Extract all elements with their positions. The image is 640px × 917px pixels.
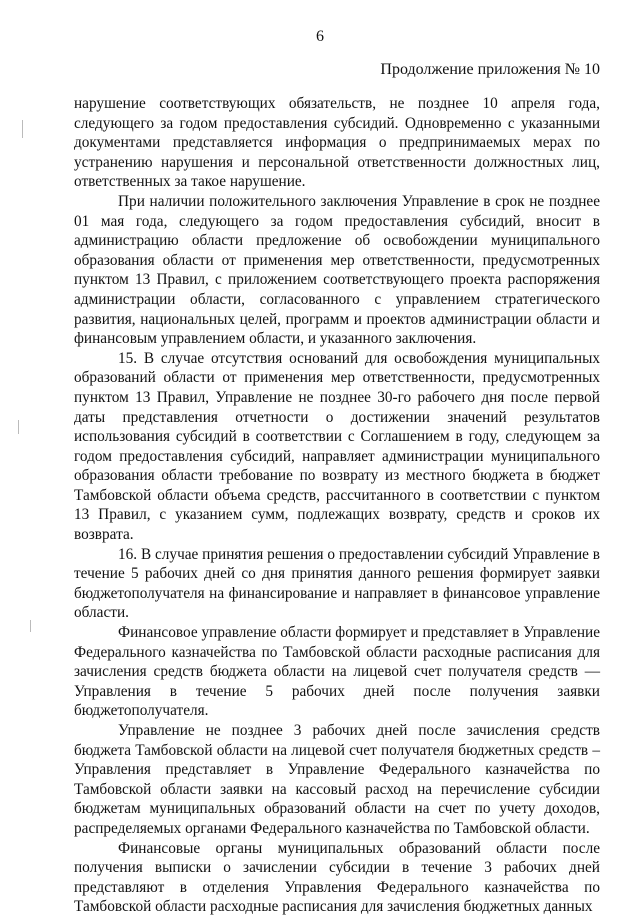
paragraph-7: Финансовые органы муниципальных образований области после получения выписки о зачислении субсидии в течение 3 рабочих дней представляют в отделения Управления Федерального казначейства по Тамбовской области расходные расписания для зачисления бюджетных данных [74,839,600,916]
scan-margin-mark [18,420,19,434]
page-number: 6 [316,28,324,45]
paragraph-2: При наличии положительного заключения Управление в срок не позднее 01 мая года, следующего за годом предоставления субсидий, вносит в администрацию области предложение об освобождении муниципального образования области от применения мер ответственности, предусмотренных пунктом 13 Правил, с приложением соответствующего проекта распоряжения администрации области, согласованного с управлением стратегического развития, национальных целей, программ и проектов администрации области и финансовым управлением области, и указанного заключения. [74,192,600,348]
appendix-note: Продолжение приложения № 10 [380,61,600,78]
paragraph-1: нарушение соответствующих обязательств, не позднее 10 апреля года, следующего за годом предоставления субсидий. Одновременно с указанными документами представляется информация о предпринимаемых мерах по устранению нарушения и персональной ответственности должностных лиц, ответственных за такое нарушение. [74,95,600,191]
paragraph-6: Управление не позднее 3 рабочих дней после зачисления средств бюджета Тамбовской области на лицевой счет получателя бюджетных средств – Управления представляет в Управление Федерального казначейства по Тамбовской области заявки на кассовый расход на перечисление субсидии бюджетам муниципальных образований области на счет по учету доходов, распределяемых органами Федерального казначейства по Тамбовской области. [74,722,600,837]
scan-margin-mark [30,620,31,632]
paragraph-5: Финансовое управление области формирует и представляет в Управление Федерального казначейства по Тамбовской области расходные расписания для зачисления средств бюджета области на лицевой счет получателя средств — Управления в течение 5 рабочих дней после получения заявки бюджетополучателя. [74,624,600,720]
scan-margin-mark [22,120,23,138]
paragraph-4: 16. В случае принятия решения о предоставлении субсидий Управление в течение 5 рабочих дней со дня принятия данного решения формирует заявки бюджетополучателя на финансирование и направляет в финансовое управление области. [74,545,600,622]
paragraph-3: 15. В случае отсутствия оснований для освобождения муниципальных образований области от применения мер ответственности, предусмотренных пунктом 13 Правил, Управление не позднее 30-го рабочего дня после первой даты представления отчетности о достижении значений результатов использования субсидий в соответствии с Соглашением в году, следующем за годом предоставления субсидий, направляет администрации муниципального образования области требование по возврату из местного бюджета в бюджет Тамбовской области объема средств, рассчитанного в соответствии с пунктом 13 Правил, с указанием сумм, подлежащих возврату, средств и сроков их возврата. [74,349,600,544]
document-body [74,94,600,917]
